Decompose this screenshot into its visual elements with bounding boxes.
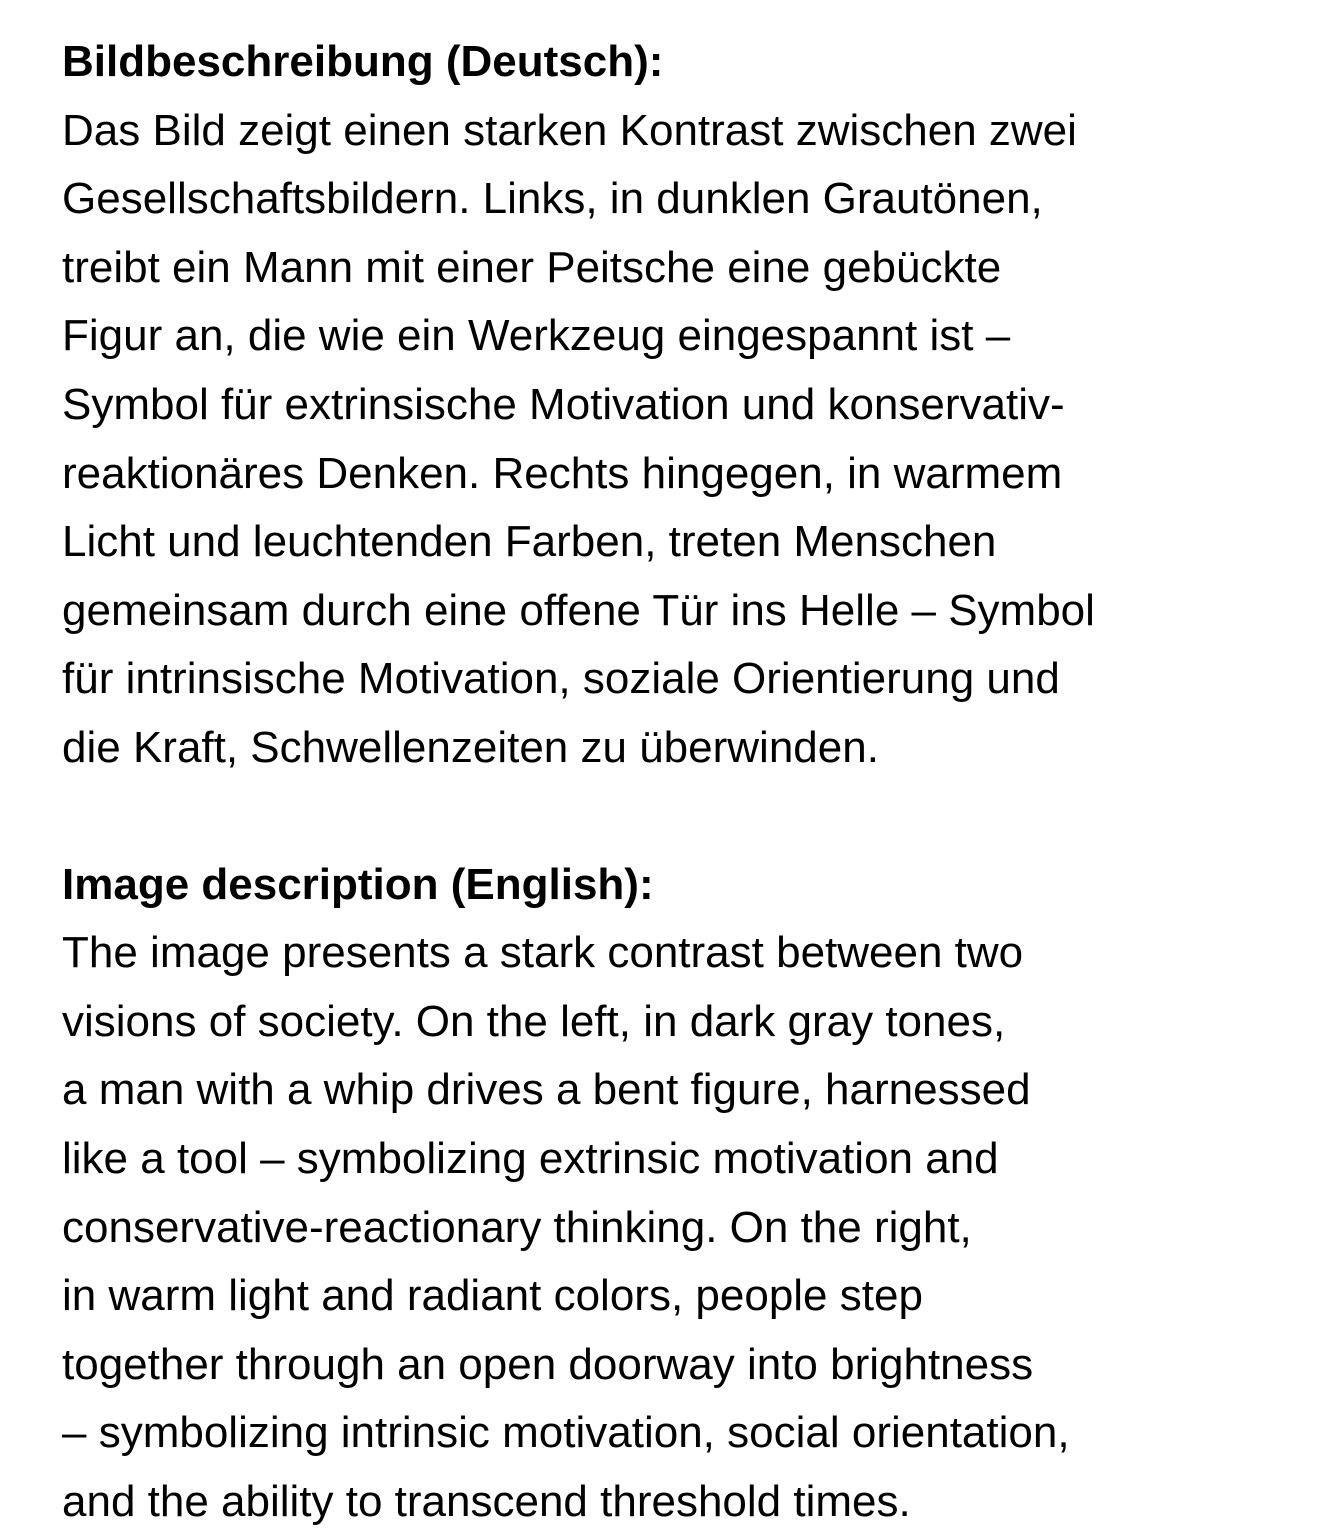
german-line: reaktionäres Denken. Rechts hingegen, in warmem xyxy=(62,448,1063,498)
english-line: a man with a whip drives a bent figure, harnessed xyxy=(62,1065,1031,1115)
english-line: The image presents a stark contrast between two xyxy=(62,928,1024,978)
german-line: Symbol für extrinsische Motivation und konservativ- xyxy=(62,379,1065,429)
english-line: together through an open doorway into brightness xyxy=(62,1339,1034,1389)
english-description-section xyxy=(62,851,1302,1536)
german-line: gemeinsam durch eine offene Tür ins Helle – Symbol xyxy=(62,585,1095,635)
german-line: für intrinsische Motivation, soziale Orientierung und xyxy=(62,654,1060,704)
german-line: Licht und leuchtenden Farben, treten Menschen xyxy=(62,517,997,567)
german-line: Gesellschaftsbildern. Links, in dunklen Grautönen, xyxy=(62,174,1043,224)
document-body xyxy=(62,28,1302,1536)
german-line: Das Bild zeigt einen starken Kontrast zwischen zwei xyxy=(62,105,1077,155)
english-line: in warm light and radiant colors, people step xyxy=(62,1271,923,1321)
german-line: die Kraft, Schwellenzeiten zu überwinden. xyxy=(62,722,879,772)
english-line: visions of society. On the left, in dark gray tones, xyxy=(62,996,1006,1046)
german-description-section xyxy=(62,28,1302,783)
english-heading: Image description (English): xyxy=(62,859,654,909)
german-line: treibt ein Mann mit einer Peitsche eine gebückte xyxy=(62,242,1002,292)
german-heading: Bildbeschreibung (Deutsch): xyxy=(62,37,664,86)
english-line: – symbolizing intrinsic motivation, social orientation, xyxy=(62,1408,1070,1458)
english-line: and the ability to transcend threshold times. xyxy=(62,1476,911,1526)
german-line: Figur an, die wie ein Werkzeug eingespannt ist – xyxy=(62,311,1011,361)
english-line: conservative-reactionary thinking. On the right, xyxy=(62,1202,972,1252)
english-line: like a tool – symbolizing extrinsic motivation and xyxy=(62,1133,999,1183)
